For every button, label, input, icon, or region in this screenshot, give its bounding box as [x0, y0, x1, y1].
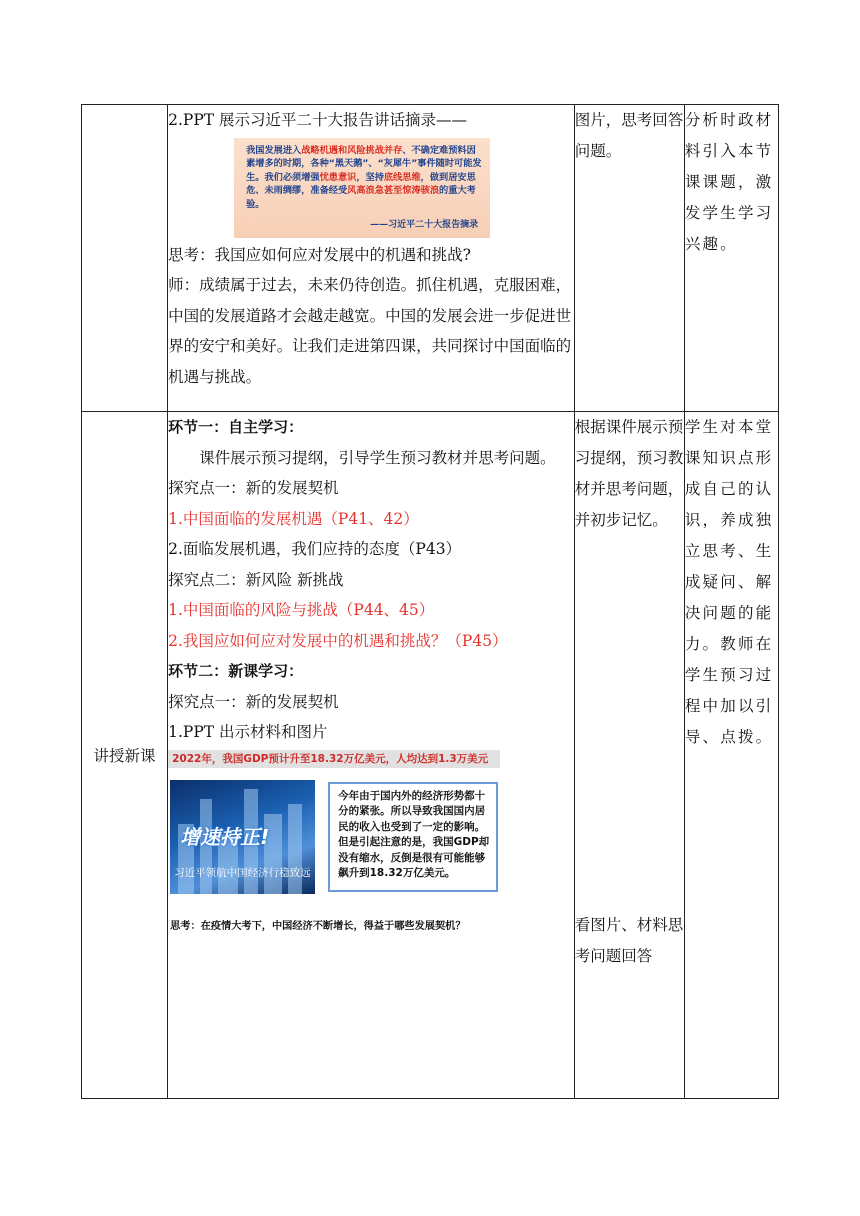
ppt-line: 1.PPT 出示材料和图片	[168, 723, 328, 741]
explore-item: 1.中国面临的风险与挑战（P44、45）	[168, 601, 435, 619]
explore-item: 2.面临发展机遇，我们应持的态度（P43）	[168, 540, 462, 558]
section-heading: 环节二：新课学习：	[168, 662, 304, 680]
student-activity-cell	[574, 412, 684, 1099]
student-activity: 根据课件展示预习提纲，预习教材并思考问题，并初步记忆。	[574, 418, 684, 529]
content-cell	[168, 105, 575, 412]
gdp-think-question: 思考：在疫情大考下，中国经济不断增长，得益于哪些发展契机？	[170, 920, 466, 932]
student-activity: 看图片、材料思考问题回答	[574, 916, 684, 965]
quote-text: 我国发展进入	[246, 144, 302, 156]
quote-source: ——习近平二十大报告摘录	[370, 220, 479, 230]
design-intent-cell	[684, 412, 778, 1099]
explore-item: 2.我国应如何应对发展中的机遇和挑战？（P45）	[168, 631, 508, 650]
gdp-material-image	[168, 750, 500, 938]
design-intent-cell	[684, 105, 778, 412]
section-heading: 环节一：自主学习：	[168, 418, 304, 436]
quote-highlight: 底线思维	[383, 171, 421, 183]
explore-point: 探究点二：新风险 新挑战	[168, 570, 344, 589]
gdp-text-box: 今年由于国内外的经济形势都十分的紧张。所以导致我国国内居民的收入也受到了一定的影响。但是引起注意的是，我国GDP却没有缩水，反倒是很有可能能够飙升到18.32万亿美元。	[328, 782, 498, 892]
student-activity: 图片，思考回答问题。	[574, 111, 684, 160]
quote-highlight: 忧患意识	[319, 171, 357, 183]
content-cell	[168, 412, 575, 1099]
quote-highlight: 风高浪急甚至惊涛骇浪	[347, 185, 440, 196]
quote-highlight: 战略机遇和风险挑战并存	[301, 144, 403, 156]
lesson-plan-table	[81, 104, 779, 1099]
table-row	[82, 412, 779, 1099]
quote-text: 、不确定难预料因素增多的时期，各种“黑天鹅”、“灰犀牛”事件随时可能发生。我们必须增强	[246, 144, 482, 183]
photo-title: 增速持正!	[180, 824, 270, 849]
student-activity-cell	[574, 105, 684, 412]
quote-text: ，做到居安思危、未雨绸缪，准备经受	[246, 171, 476, 196]
design-intent: 分析时政材料引入本节课课题，激发学生学习兴趣。	[684, 111, 774, 253]
paragraph: 课件展示预习提纲，引导学生预习教材并思考问题。	[199, 448, 556, 467]
think-question: 思考：我国应如何应对发展中的机遇和挑战?	[168, 245, 471, 264]
explore-item: 1.中国面临的发展机遇（P41、42）	[168, 509, 419, 528]
design-intent: 学生对本堂课知识点形成自己的认识，养成独立思考、生成疑问、解决问题的能力。教师在学生预习过程中加以引导、点拨。	[684, 418, 774, 746]
quote-text: 的重大考验。	[246, 185, 476, 210]
explore-point: 探究点一：新的发展契机	[168, 692, 339, 711]
ppt-quote-line: 2.PPT 展示习近平二十大报告讲话摘录——	[168, 111, 468, 129]
city-photo	[170, 780, 315, 894]
table-row	[82, 105, 779, 412]
photo-subtitle: 习近平领航中国经济行稳致远	[174, 866, 311, 879]
label-cell-empty	[82, 105, 168, 412]
teacher-remark: 师：成绩属于过去，未来仍待创造。抓住机遇，克服困难，中国的发展道路才会越走越宽。中国的发展会进一步促进世界的安宁和美好。让我们走进第四课，共同探讨中国面临的机遇与挑战。	[168, 276, 572, 386]
explore-point: 探究点一：新的发展契机	[168, 479, 339, 497]
quote-text: ，坚持	[356, 171, 384, 183]
gdp-banner: 2022年，我国GDP预计升至18.32万亿美元，人均达到1.3万美元	[168, 750, 500, 768]
stage-label: 讲授新课	[82, 412, 168, 1099]
report-quote-image	[234, 138, 490, 238]
